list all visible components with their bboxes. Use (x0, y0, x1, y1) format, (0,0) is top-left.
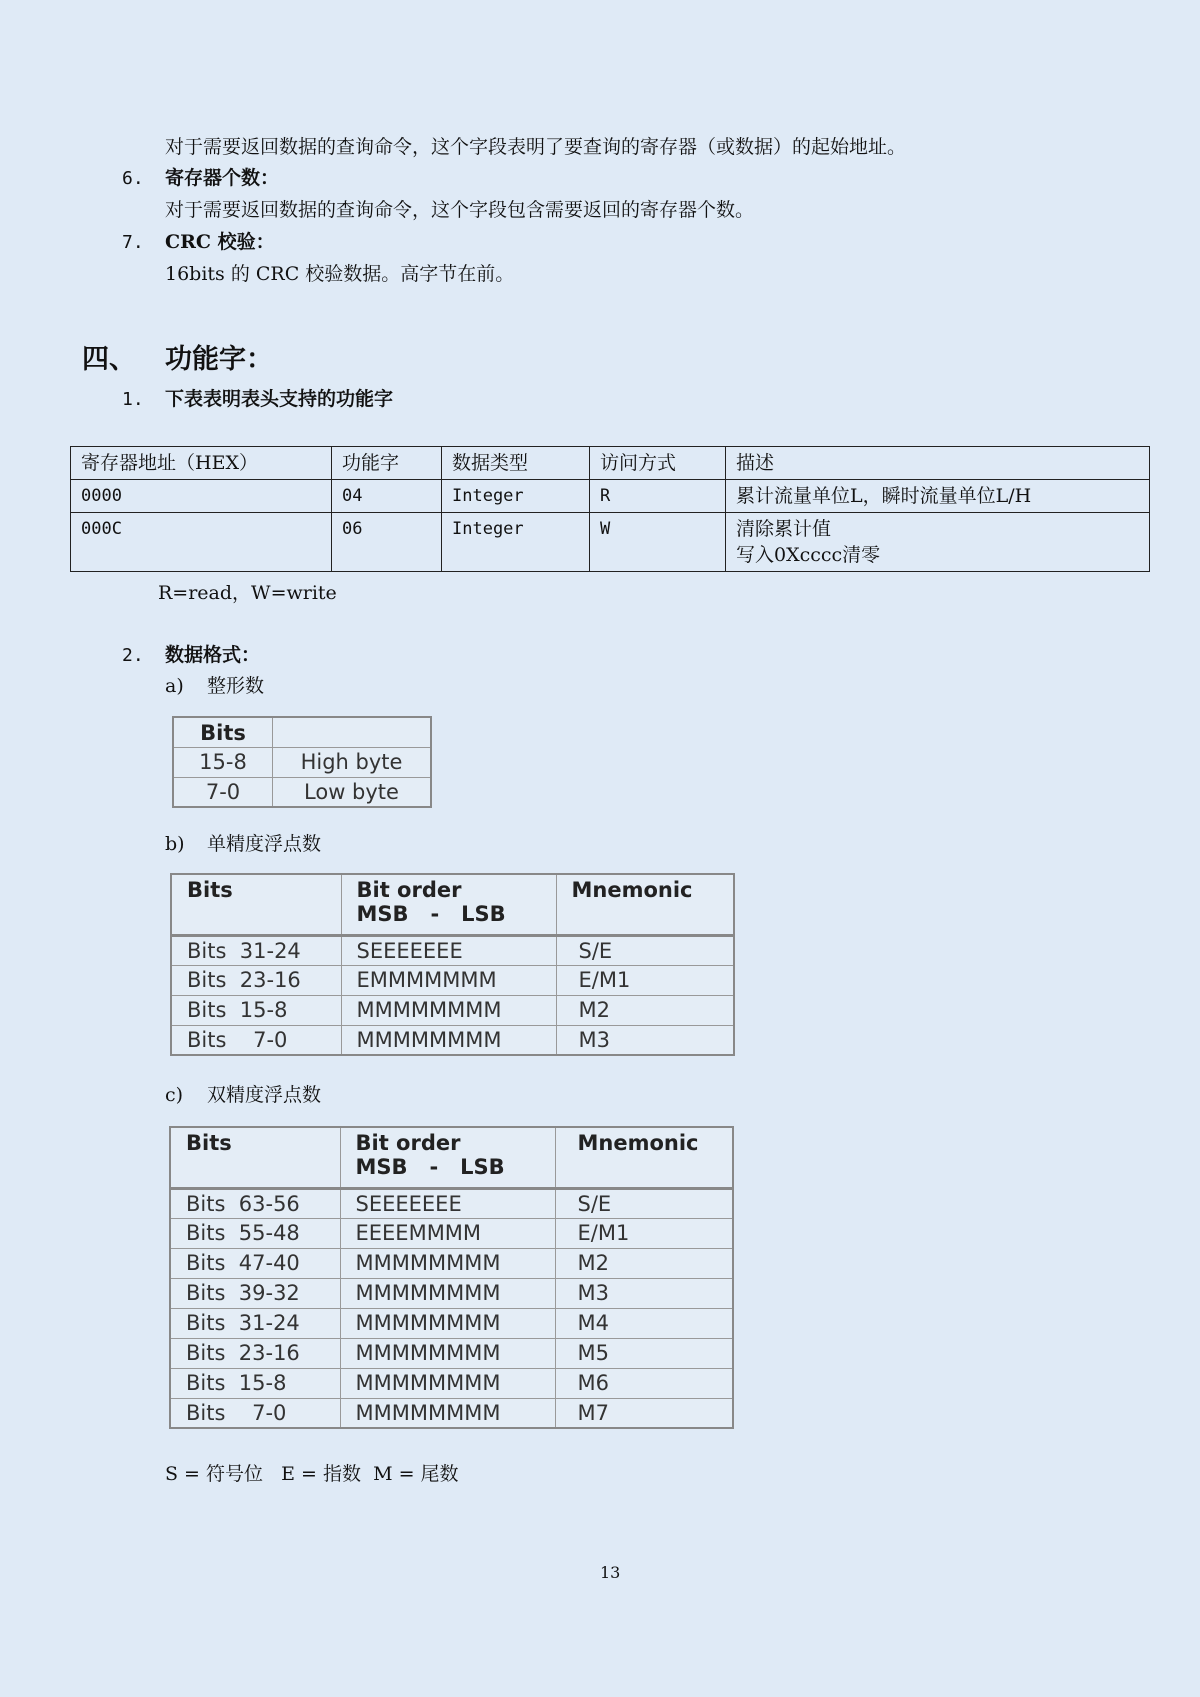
cell-bits: Bits 31-24 (170, 1308, 340, 1338)
section-title: 功能字： (165, 344, 273, 375)
cell-bits: Bits 55-48 (170, 1218, 340, 1248)
item-b-title: 单精度浮点数 (207, 833, 322, 855)
table-row (170, 1278, 733, 1308)
cell-data-type: Integer (442, 513, 590, 572)
cell-access: R (590, 480, 726, 513)
item-c-title: 双精度浮点数 (207, 1084, 322, 1106)
cell-bits: Bits 23-16 (171, 965, 341, 995)
cell-bit-order: EEEEMMMM (340, 1218, 555, 1248)
header-empty (273, 717, 432, 747)
subsection-1-number: 1. (122, 389, 144, 410)
cell-mnemonic: M7 (555, 1398, 733, 1428)
cell-byte: Low byte (273, 777, 432, 807)
table-row (171, 995, 734, 1025)
field-start-address-desc: 对于需要返回数据的查询命令，这个字段表明了要查询的寄存器（或数据）的起始地址。 (165, 136, 907, 158)
item-a-label: a) (165, 675, 184, 697)
cell-function-code: 06 (332, 513, 442, 572)
legend-text: S = 符号位 E = 指数 M = 尾数 (165, 1463, 459, 1485)
header-access: 访问方式 (590, 447, 726, 480)
table-row (71, 513, 1150, 572)
cell-function-code: 04 (332, 480, 442, 513)
item-7-number: 7. (122, 232, 144, 253)
item-7-title: CRC 校验： (165, 231, 275, 253)
header-data-type: 数据类型 (442, 447, 590, 480)
cell-bit-order: MMMMMMMM (340, 1338, 555, 1368)
table-header (170, 1127, 733, 1188)
cell-bit-order: MMMMMMMM (340, 1248, 555, 1278)
table-row (173, 747, 431, 777)
cell-bits: Bits 47-40 (170, 1248, 340, 1278)
cell-bits: Bits 15-8 (170, 1368, 340, 1398)
header-description: 描述 (726, 447, 1150, 480)
table-row (170, 1368, 733, 1398)
cell-address: 000C (71, 513, 332, 572)
header-bit-order-line-1: Bit order (356, 878, 462, 902)
item-6-title: 寄存器个数： (165, 167, 280, 189)
integer-bits-table (172, 716, 432, 808)
table-header (171, 874, 734, 935)
header-bit-order-line-2: MSB - LSB (355, 1155, 505, 1179)
table-row (170, 1188, 733, 1218)
table-row (171, 1025, 734, 1055)
single-float-bits-table (170, 873, 735, 1056)
cell-bits: Bits 23-16 (170, 1338, 340, 1368)
cell-mnemonic: M5 (555, 1338, 733, 1368)
table-row (171, 935, 734, 965)
cell-bits: Bits 63-56 (170, 1188, 340, 1218)
item-a-title: 整形数 (207, 675, 265, 697)
header-mnemonic: Mnemonic (556, 874, 734, 935)
header-mnemonic: Mnemonic (555, 1127, 733, 1188)
table-row (170, 1218, 733, 1248)
header-bit-order (341, 874, 556, 935)
item-6-number: 6. (122, 168, 144, 189)
cell-bit-order: MMMMMMMM (341, 995, 556, 1025)
subsection-2-title: 数据格式： (165, 644, 261, 666)
description-line-1: 清除累计值 (736, 518, 832, 540)
subsection-1-title: 下表表明表头支持的功能字 (165, 388, 394, 410)
cell-mnemonic: M6 (555, 1368, 733, 1398)
cell-bits: Bits 39-32 (170, 1278, 340, 1308)
cell-mnemonic: E/M1 (556, 965, 734, 995)
table-row (170, 1398, 733, 1428)
description-line-2: 写入0Xcccc清零 (736, 544, 881, 566)
cell-bits: Bits 31-24 (171, 935, 341, 965)
cell-mnemonic: M3 (555, 1278, 733, 1308)
header-bit-order-line-2: MSB - LSB (356, 902, 506, 926)
item-b-label: b) (165, 833, 185, 855)
cell-bit-order: MMMMMMMM (340, 1398, 555, 1428)
cell-mnemonic: M2 (556, 995, 734, 1025)
table-row (71, 480, 1150, 513)
cell-mnemonic: S/E (555, 1188, 733, 1218)
register-table-header (71, 447, 1150, 480)
cell-description: 累计流量单位L，瞬时流量单位L/H (726, 480, 1150, 513)
header-bit-order (340, 1127, 555, 1188)
cell-bit-order: MMMMMMMM (340, 1278, 555, 1308)
cell-mnemonic: E/M1 (555, 1218, 733, 1248)
page-number: 13 (600, 1563, 621, 1582)
header-function-code: 功能字 (332, 447, 442, 480)
table-header (173, 717, 431, 747)
cell-mnemonic: M2 (555, 1248, 733, 1278)
cell-mnemonic: M4 (555, 1308, 733, 1338)
header-bits: Bits (173, 717, 273, 747)
cell-bit-order: MMMMMMMM (340, 1368, 555, 1398)
cell-description (726, 513, 1150, 572)
cell-bits: 7-0 (173, 777, 273, 807)
header-address: 寄存器地址（HEX） (71, 447, 332, 480)
header-bits: Bits (170, 1127, 340, 1188)
register-table (70, 446, 1150, 572)
cell-bits: Bits 15-8 (171, 995, 341, 1025)
cell-bit-order: EMMMMMMM (341, 965, 556, 995)
item-c-label: c) (165, 1084, 184, 1106)
cell-mnemonic: M3 (556, 1025, 734, 1055)
cell-bits: 15-8 (173, 747, 273, 777)
item-6-desc: 对于需要返回数据的查询命令，这个字段包含需要返回的寄存器个数。 (165, 199, 755, 221)
cell-mnemonic: S/E (556, 935, 734, 965)
table-row (173, 777, 431, 807)
access-note: R=read，W=write (158, 582, 337, 604)
cell-bit-order: MMMMMMMM (341, 1025, 556, 1055)
double-float-bits-table (169, 1126, 734, 1429)
subsection-2-number: 2. (122, 645, 144, 666)
cell-bit-order: SEEEEEEE (341, 935, 556, 965)
table-row (170, 1308, 733, 1338)
cell-data-type: Integer (442, 480, 590, 513)
cell-byte: High byte (273, 747, 432, 777)
cell-bits: Bits 7-0 (171, 1025, 341, 1055)
cell-bit-order: MMMMMMMM (340, 1308, 555, 1338)
header-bits: Bits (171, 874, 341, 935)
cell-bit-order: SEEEEEEE (340, 1188, 555, 1218)
section-number: 四、 (82, 344, 136, 375)
cell-address: 0000 (71, 480, 332, 513)
table-row (170, 1338, 733, 1368)
header-bit-order-line-1: Bit order (355, 1131, 461, 1155)
table-row (171, 965, 734, 995)
cell-access: W (590, 513, 726, 572)
table-row (170, 1248, 733, 1278)
item-7-desc: 16bits 的 CRC 校验数据。高字节在前。 (165, 263, 515, 285)
cell-bits: Bits 7-0 (170, 1398, 340, 1428)
